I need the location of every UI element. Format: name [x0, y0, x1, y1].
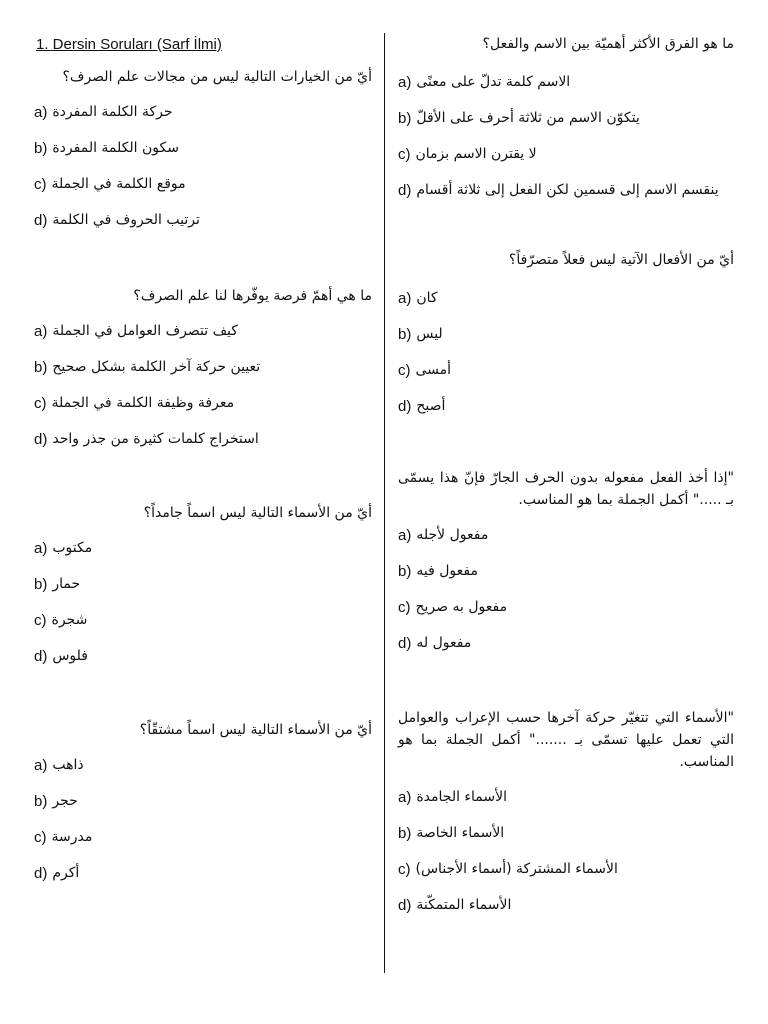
option-text: سكون الكلمة المفردة: [52, 140, 179, 156]
options-list: [398, 280, 734, 424]
option-a[interactable]: a) الأسماء الجامدة: [398, 788, 507, 806]
option-d[interactable]: d) أكرم: [34, 864, 80, 882]
option-b[interactable]: b) حمار: [34, 575, 81, 593]
option-text: حمار: [52, 576, 81, 592]
question-text: أيّ من الأسماء التالية ليس اسماً مشتقّاً؟: [139, 722, 372, 738]
option-a[interactable]: a) حركة الكلمة المفردة: [34, 103, 173, 121]
question-block: [398, 33, 734, 208]
option-text: ليس: [416, 326, 443, 342]
option-c[interactable]: c) الأسماء المشتركة (أسماء الأجناس): [398, 860, 618, 878]
option-text: مفعول فيه: [416, 563, 478, 579]
option-b[interactable]: b) سكون الكلمة المفردة: [34, 139, 179, 157]
option-c[interactable]: c) شجرة: [34, 611, 88, 629]
option-b[interactable]: b) مفعول فيه: [398, 562, 478, 580]
option-b[interactable]: b) ليس: [398, 325, 443, 343]
options-list: [398, 779, 734, 923]
option-text: تعيين حركة آخر الكلمة بشكل صحيح: [52, 359, 261, 375]
option-text: مفعول به صريح: [415, 599, 508, 615]
option-text: موقع الكلمة في الجملة: [51, 176, 186, 192]
question-block: [34, 719, 372, 891]
question-block: [398, 467, 734, 661]
option-b[interactable]: b) حجر: [34, 792, 78, 810]
option-a[interactable]: a) الاسم كلمة تدلّ على معنًى: [398, 73, 571, 91]
option-text: الأسماء الجامدة: [416, 789, 507, 805]
option-a[interactable]: a) ذاهب: [34, 756, 84, 774]
page-title: 1. Dersin Soruları (Sarf İlmi): [36, 36, 222, 53]
options-list: [34, 747, 372, 891]
options-list: [398, 64, 734, 208]
option-d[interactable]: d) فلوس: [34, 647, 88, 665]
option-a[interactable]: a) مكتوب: [34, 539, 93, 557]
option-text: ذاهب: [52, 757, 84, 773]
option-text: الاسم كلمة تدلّ على معنًى: [416, 74, 571, 90]
option-a[interactable]: a) كيف تتصرف العوامل في الجملة: [34, 322, 238, 340]
option-c[interactable]: c) أمسى: [398, 361, 452, 379]
option-text: معرفة وظيفة الكلمة في الجملة: [51, 395, 235, 411]
option-d[interactable]: d) ترتيب الحروف في الكلمة: [34, 211, 200, 229]
question-block: [398, 707, 734, 923]
question-text: ما هي أهمّ فرصة يوفّرها لنا علم الصرف؟: [133, 288, 372, 304]
option-text: مفعول لأجله: [416, 527, 489, 543]
options-list: [34, 94, 372, 238]
option-text: مدرسة: [51, 829, 93, 845]
option-text: الأسماء المشتركة (أسماء الأجناس): [415, 861, 618, 877]
option-a[interactable]: a) كان: [398, 289, 438, 307]
option-d[interactable]: d) ينقسم الاسم إلى قسمين لكن الفعل إلى ثلاثة أقسام: [398, 181, 719, 199]
question-text: أيّ من الأفعال الآتية ليس فعلاً متصرّفاً؟: [508, 252, 734, 268]
question-text: أيّ من الأسماء التالية ليس اسماً جامداً؟: [143, 505, 372, 521]
option-text: كيف تتصرف العوامل في الجملة: [52, 323, 238, 339]
option-b[interactable]: b) تعيين حركة آخر الكلمة بشكل صحيح: [34, 358, 261, 376]
option-text: لا يقترن الاسم بزمان: [415, 146, 537, 162]
column-divider: [384, 33, 385, 973]
option-text: الأسماء الخاصة: [416, 825, 505, 841]
question-text: "الأسماء التي تتغيّر حركة آخرها حسب الإعراب والعوامل التي تعمل عليها تسمّى بـ ......." أكمل الجملة بما هو المناسب.: [398, 710, 734, 770]
option-c[interactable]: c) لا يقترن الاسم بزمان: [398, 145, 537, 163]
option-text: الأسماء المتمكّنة: [416, 897, 512, 913]
option-text: حركة الكلمة المفردة: [52, 104, 173, 120]
option-text: أمسى: [415, 362, 452, 378]
question-block: [34, 502, 372, 674]
question-block: [34, 285, 372, 457]
option-b[interactable]: b) يتكوّن الاسم من ثلاثة أحرف على الأقلّ: [398, 109, 640, 127]
option-d[interactable]: d) أصبح: [398, 397, 446, 415]
option-text: استخراج كلمات كثيرة من جذر واحد: [52, 431, 259, 447]
option-text: مفعول له: [416, 635, 472, 651]
option-text: حجر: [52, 793, 78, 809]
options-list: [398, 517, 734, 661]
option-a[interactable]: a) مفعول لأجله: [398, 526, 489, 544]
question-text: ما هو الفرق الأكثر أهميّة بين الاسم والفعل؟: [482, 36, 734, 52]
option-text: يتكوّن الاسم من ثلاثة أحرف على الأقلّ: [416, 110, 640, 126]
option-c[interactable]: c) معرفة وظيفة الكلمة في الجملة: [34, 394, 235, 412]
options-list: [34, 313, 372, 457]
question-block: [34, 66, 372, 238]
question-block: [398, 249, 734, 424]
option-text: ينقسم الاسم إلى قسمين لكن الفعل إلى ثلاثة أقسام: [416, 182, 719, 198]
option-text: شجرة: [51, 612, 88, 628]
option-c[interactable]: c) مفعول به صريح: [398, 598, 508, 616]
question-text: "إذا أخذ الفعل مفعوله بدون الحرف الجارّ فإنّ هذا يسمّى بـ ....." أكمل الجملة بما هو المناسب.: [398, 470, 734, 508]
option-c[interactable]: c) موقع الكلمة في الجملة: [34, 175, 186, 193]
option-text: أصبح: [416, 398, 446, 414]
option-text: أكرم: [52, 865, 80, 881]
option-c[interactable]: c) مدرسة: [34, 828, 93, 846]
options-list: [34, 530, 372, 674]
option-d[interactable]: d) مفعول له: [398, 634, 472, 652]
option-text: كان: [416, 290, 438, 306]
question-text: أيّ من الخيارات التالية ليس من مجالات علم الصرف؟: [62, 69, 372, 85]
option-d[interactable]: d) الأسماء المتمكّنة: [398, 896, 512, 914]
option-d[interactable]: d) استخراج كلمات كثيرة من جذر واحد: [34, 430, 259, 448]
option-text: فلوس: [52, 648, 88, 664]
option-text: مكتوب: [52, 540, 93, 556]
option-text: ترتيب الحروف في الكلمة: [52, 212, 200, 228]
option-b[interactable]: b) الأسماء الخاصة: [398, 824, 505, 842]
